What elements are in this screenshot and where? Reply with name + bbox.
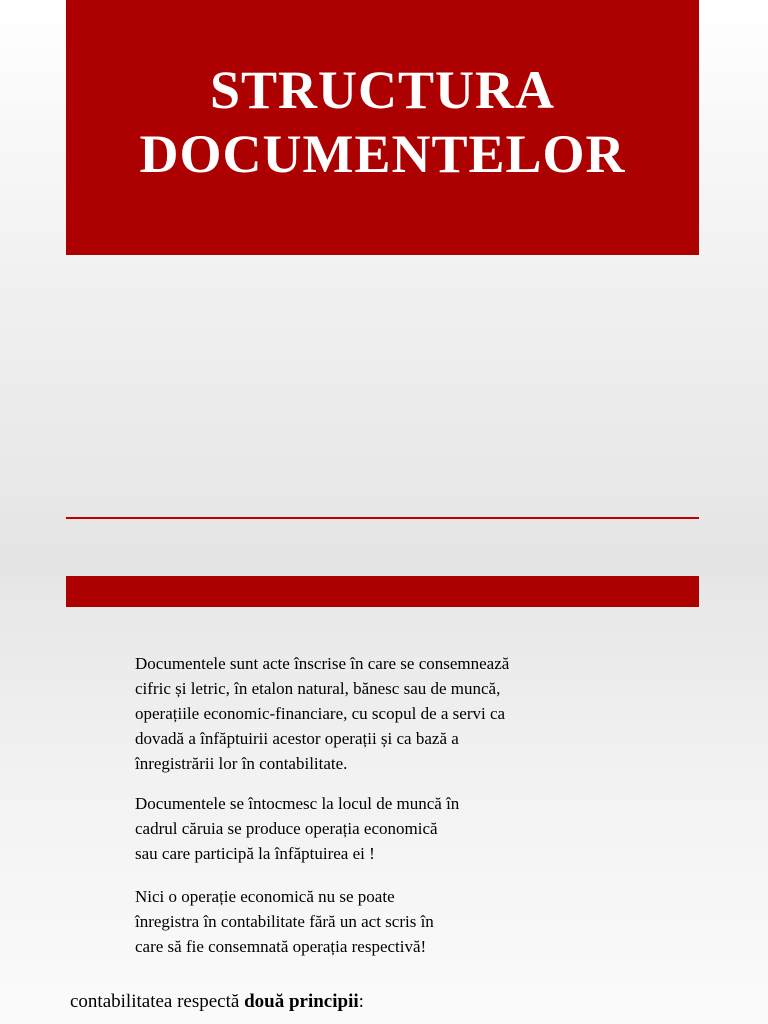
- slide-title-line-2: DOCUMENTELOR: [139, 124, 626, 184]
- principles-prefix: contabilitatea respectă: [70, 991, 245, 1012]
- principles-suffix: :: [358, 991, 364, 1012]
- workplace-paragraph: Documentele se întocmesc la locul de muncă în cadrul căruia se produce operația economică sau care participă la înfăptuirea ei !: [135, 794, 460, 863]
- slide-title: [66, 58, 699, 186]
- divider-line: [66, 517, 699, 519]
- principles-emphasis: două principii: [244, 991, 359, 1012]
- content-slide: [0, 576, 768, 1024]
- header-bar: [66, 576, 699, 607]
- requirement-paragraph: Nici o operație economică nu se poate înregistra în contabilitate fără un act scris în care să fie consemnată operația respectivă!: [135, 887, 434, 956]
- slide-title-line-1: STRUCTURA: [209, 60, 556, 120]
- principles-line: [70, 989, 364, 1015]
- title-banner: [66, 0, 699, 255]
- definition-paragraph: Documentele sunt acte înscrise în care se consemnează cifric și letric, în etalon natural, bănesc sau de muncă, operațiile economic-financiare, cu scopul de a servi ca dovadă a înfăptuirii acestor operații și ca bază a înregistrării lor în contabilitate.: [135, 654, 510, 773]
